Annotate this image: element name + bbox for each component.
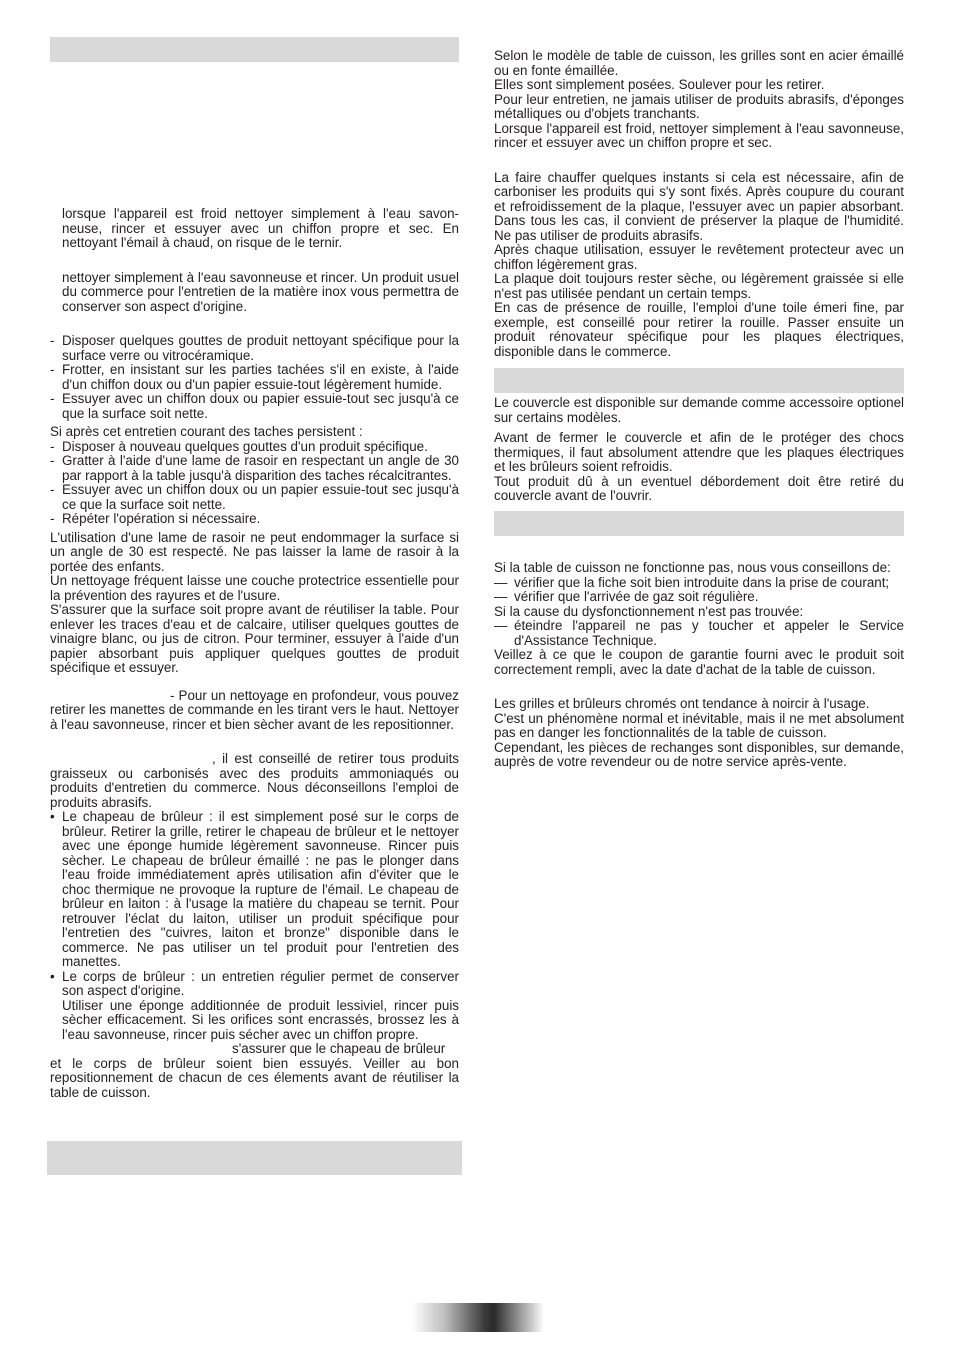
paragraph: Si la cause du dysfonctionnement n'est pas trouvée: [494, 603, 804, 619]
section-header-bar-right-1 [494, 368, 904, 393]
paragraph: Avant de fermer le couvercle et afin de le protéger des chocs thermiques, il faut absolument attendre que les plaques électriques et les brûleurs soient refroidis. [494, 430, 904, 474]
paragraph: et le corps de brûleur soient bien essuyés. Veiller au bon repositionnement de chacun de ces élements avant de réutiliser la table de cuisson. [50, 1055, 459, 1100]
paragraph: Si après cet entretien courant des taches persistent : [50, 424, 363, 439]
list-item: - Gratter à l'aide d'une lame de rasoir en respectant un angle de 30 par rapport à la table jusqu'à disparition des taches récalcitrantes. [50, 453, 459, 483]
paragraph: Tout produit dû à un eventuel débordement doit être retiré du couvercle avant de l'ouvrir. [494, 473, 904, 503]
list-item: - Essuyer avec un chiffon doux ou papier essuie-tout sec jusqu'à ce que la surface soit nette. [50, 391, 459, 421]
paragraph: - Pour un nettoyage en profondeur, vous pouvez retirer les manettes de commande en les tirant vers le haut. Nettoyer à l'eau savonneuse, rincer et bien sècher avant de les repositionner. [50, 687, 459, 732]
cleaning-steps-list [50, 334, 459, 421]
paragraph: s'assurer que le chapeau de brûleur [232, 1041, 446, 1056]
paragraph: En cas de présence de rouille, l'emploi d'une toile émeri fine, par exemple, est conseillé pour retirer la rouille. Passer ensuite un produit rénovateur spécifique pour les plaques électriques, disponible dans le commerce. [494, 300, 904, 359]
paragraph: Selon le modèle de table de cuisson, les grilles sont en acier émaillé ou en fonte émaillée. [494, 48, 904, 78]
section-header-bar-left-top [50, 37, 459, 62]
paragraph: La faire chauffer quelques instants si cela est nécessaire, afin de carboniser les produits qui s'y sont fixés. Après coupure du courant et refroidissement de la plaque, l'essuyer avec un papier absorbant. Dans tous les cas, il convient de préserver la plaque de l'humidité. Ne pas utiliser de produits abrasifs. [494, 169, 904, 243]
paragraph: Un nettoyage fréquent laisse une couche protectrice essentielle pour la prévention des rayures et de l'usure. [50, 573, 459, 603]
paragraph: Utiliser une éponge additionnée de produit lessiviel, rincer puis sècher efficacement. Si les orifices sont encrassés, brossez les à l'eau savonneuse, rincer puis sécher avec un chiffon propre. [62, 997, 459, 1042]
right-column-lid [494, 396, 904, 504]
list-item: - Essuyer avec un chiffon doux ou un papier essuie-tout sec jusqu'à ce que la surface soit nette. [50, 482, 459, 512]
paragraph: Le couvercle est disponible sur demande comme accessoire optionel sur certains modèles. [494, 395, 904, 425]
paragraph: C'est un phénomène normal et inévitable, mais il ne met absolument pas en danger les fonctionnalités de la table de cuisson. [494, 710, 904, 740]
page-number-tab [412, 1303, 544, 1332]
list-item: • Le chapeau de brûleur : il est simplement posé sur le corps de brûleur. Retirer la grille, retirer le chapeau de brûleur et le nettoyer avec une éponge humide légèrement savonneuse. Rincer puis sècher. Le chapeau de brûleur émaillé : ne pas le plonger dans l'eau froide immédiatement après utilisation afin d'éviter que le choc thermique ne provoque la rupture de l'émail. Le chapeau de brûleur en laiton : à l'usage la matière du chapeau se ternit. Pour retrouver l'éclat du laiton, utiliser un produit spécifique pour l'entretien des "cuivres, laiton et bronze" disponible dans le commerce. Ne pas utiliser un tel produit pour l'entretien des manettes. [50, 809, 459, 969]
paragraph: nettoyer simplement à l'eau savonneuse et rincer. Un produit usuel du commerce pour l'entretien de la matière inox vous permettra de conserver son aspect d'origine. [62, 269, 459, 314]
paragraph: Pour leur entretien, ne jamais utiliser de produits abrasifs, d'éponges métalliques ou d'objets tranchants. [494, 91, 904, 121]
list-item: - Disposer à nouveau quelques gouttes d'un produit spécifique. [50, 438, 428, 454]
list-item: — vérifier que la fiche soit bien introduite dans la prise de courant; [494, 574, 890, 590]
list-item: - Disposer quelques gouttes de produit nettoyant spécifique pour la surface verre ou vitrocéramique. [50, 333, 459, 363]
paragraph: , il est conseillé de retirer tous produits graisseux ou carbonisés avec des produits ammoniaqués ou produits d'entretien du commerce. Nous déconseillons l'emploi de produits abrasifs. [50, 751, 459, 810]
paragraph: Veillez à ce que le coupon de garantie fourni avec le produit soit correctement rempli, avec la date d'achat de la table de cuisson. [494, 647, 904, 677]
paragraph: La plaque doit toujours rester sèche, ou légèrement graissée si elle n'est pas utilisée pendant un certain temps. [494, 271, 904, 301]
right-column-troubleshoot [494, 561, 904, 770]
paragraph: Lorsque l'appareil est froid, nettoyer simplement à l'eau savonneuse, rincer et essuyer avec un chiffon propre et sec. [494, 120, 904, 150]
left-column [50, 207, 459, 1100]
section-header-bar-right-2 [494, 511, 904, 536]
paragraph: lorsque l'appareil est froid nettoyer simplement à l'eau savonneuse, rincer et essuyer avec un chiffon propre et sec. En nettoyant l'émail à chaud, on risque de le ternir. [62, 206, 459, 250]
stain-steps-list [50, 440, 459, 527]
paragraph: Si la table de cuisson ne fonctionne pas, nous vous conseillons de: [494, 560, 891, 575]
right-column-top [494, 49, 904, 359]
list-item: — éteindre l'appareil ne pas y toucher et appeler le Service d'Assistance Technique. [494, 618, 904, 648]
list-item: - Frotter, en insistant sur les parties tachées s'il en existe, à l'aide d'un chiffon doux ou d'un papier essuie-tout légèrement humide. [50, 362, 459, 392]
paragraph: Les grilles et brûleurs chromés ont tendance à noircir à l'usage. [494, 696, 870, 711]
paragraph: Cependant, les pièces de rechanges sont disponibles, sur demande, auprès de votre revendeur ou de notre service après-vente. [494, 739, 904, 769]
paragraph: S'assurer que la surface soit propre avant de réutiliser la table. Pour enlever les traces d'eau et de calcaire, utiliser quelques gouttes de vinaigre blanc, ou jus de citron. Pour terminer, essuyer à l'aide d'un papier absorbant puis appliquer quelques gouttes de produit spécifique et essuyer. [50, 602, 459, 675]
section-header-bar-left-bottom [47, 1141, 462, 1175]
paragraph: L'utilisation d'une lame de rasoir ne peut endommager la surface si un angle de 30 est respecté. Ne pas laisser la lame de rasoir à la portée des enfants. [50, 529, 459, 574]
paragraph: Après chaque utilisation, essuyer le revêtement protecteur avec un chiffon légèrement gras. [494, 242, 904, 272]
list-item: • Le corps de brûleur : un entretien régulier permet de conserver son aspect d'origine. [50, 968, 459, 998]
list-item: - Répéter l'opération si nécessaire. [50, 511, 261, 526]
paragraph: Elles sont simplement posées. Soulever pour les retirer. [494, 77, 825, 92]
list-item: — vérifier que l'arrivée de gaz soit régulière. [494, 589, 759, 604]
